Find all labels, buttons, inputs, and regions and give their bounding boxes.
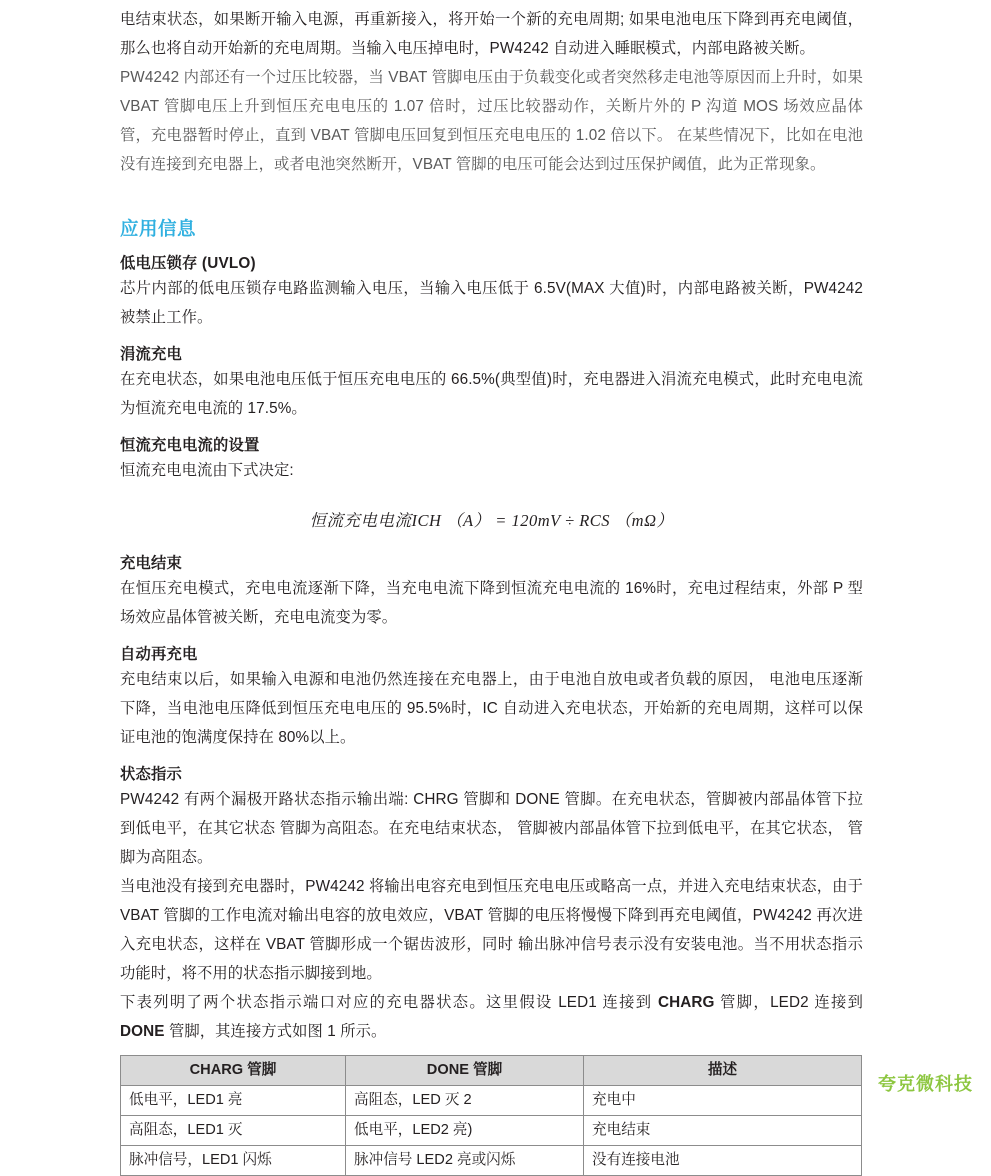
table-row: [121, 1116, 862, 1146]
intro-paragraph-2: PW4242 内部还有一个过压比较器，当 VBAT 管脚电压由于负载变化或者突然移走电池等原因而上升时，如果 VBAT 管脚电压上升到恒压充电电压的 1.07 倍时，过压比较器动作，关断片外的 P 沟道 MOS 场效应晶体管，充电器暂时停止，直到 VBAT 管脚电压回复到恒压充电电压的 1.02 倍以下。 在某些情况下，比如在电池没有连接到充电器上，或者电池突然断开，VBAT 管脚的电压可能会达到过压保护阈值，此为正常现象。: [120, 69, 863, 173]
table-cell-description: 充电中: [584, 1086, 862, 1116]
table-cell-done: 高阻态，LED 灭 2: [346, 1086, 584, 1116]
pin-name-done: DONE: [120, 1023, 165, 1040]
paragraph-uvlo: 芯片内部的低电压锁存电路监测输入电压，当输入电压低于 6.5V(MAX 大值)时，内部电路被关断，PW4242 被禁止工作。: [120, 280, 863, 326]
paragraph-cc-current-setting: 恒流充电电流由下式决定:: [120, 462, 294, 479]
status-indication-table: [120, 1055, 862, 1176]
table-header-charg: CHARG 管脚: [121, 1056, 346, 1086]
table-row: [121, 1146, 862, 1176]
subtitle-auto-recharge: 自动再充电: [120, 646, 198, 663]
intro-block: [120, 0, 863, 179]
subtitle-charge-end: 充电结束: [120, 555, 182, 572]
formula-charge-current: 恒流充电电流ICH （A） = 120mV ÷ RCS （mΩ）: [309, 511, 674, 530]
status-text-part-e: 管脚，其连接方式如图 1 所示。: [164, 1023, 387, 1040]
table-cell-description: 没有连接电池: [584, 1146, 862, 1176]
paragraph-status-indication-3: [120, 988, 863, 1046]
paragraph-charge-end: 在恒压充电模式，充电电流逐渐下降，当充电电流下降到恒流充电电流的 16%时，充电过程结束，外部 P 型场效应晶体管被关断，充电电流变为零。: [120, 580, 863, 626]
status-text-part-a: 下表列明了两个状态指示端口对应的充电器状态。这里假设 LED1 连接到: [120, 994, 658, 1011]
table-cell-charg: 高阻态，LED1 灭: [121, 1116, 346, 1146]
paragraph-status-indication-2: 当电池没有接到充电器时，PW4242 将输出电容充电到恒压充电电压或略高一点，并进入充电结束状态，由于 VBAT 管脚的工作电流对输出电容的放电效应，VBAT 管脚的电压将慢慢下降到再充电阈值，PW4242 再次进入充电状态，这样在 VBAT 管脚形成一个锯齿波形，同时 输出脉冲信号表示没有安装电池。当不用状态指示功能时，将不用的状态指示脚接到地。: [120, 878, 863, 982]
intro-paragraph-1: 电结束状态，如果断开输入电源，再重新接入，将开始一个新的充电周期; 如果电池电压下降到再充电阈值，那么也将自动开始新的充电周期。当输入电压掉电时，PW4242 自动进入睡眠模式，内部电路被关断。: [120, 11, 863, 57]
status-text-part-c: 管脚，LED2 连接到: [714, 994, 863, 1011]
section-title-application-info: 应用信息: [120, 218, 197, 239]
table-cell-charg: 低电平，LED1 亮: [121, 1086, 346, 1116]
table-header-row: [121, 1056, 862, 1086]
table-cell-charg: 脉冲信号，LED1 闪烁: [121, 1146, 346, 1176]
table-header-done: DONE 管脚: [346, 1056, 584, 1086]
paragraph-status-indication-1: PW4242 有两个漏极开路状态指示输出端: CHRG 管脚和 DONE 管脚。在充电状态，管脚被内部晶体管下拉到低电平，在其它状态 管脚为高阻态。在充电结束状态， 管脚被内部晶体管下拉到低电平，在其它状态， 管脚为高阻态。: [120, 791, 863, 866]
table-cell-description: 充电结束: [584, 1116, 862, 1146]
pin-name-charg: CHARG: [657, 994, 715, 1011]
table-cell-done: 低电平，LED2 亮): [346, 1116, 584, 1146]
table-header-description: 描述: [584, 1056, 862, 1086]
paragraph-auto-recharge: 充电结束以后，如果输入电源和电池仍然连接在充电器上，由于电池自放电或者负载的原因， 电池电压逐渐下降，当电池电压降低到恒压充电电压的 95.5%时，IC 自动进入充电状态，开始新的充电周期，这样可以保证电池的饱满度保持在 80%以上。: [120, 671, 863, 746]
watermark-logo: 夸克微科技: [878, 1074, 973, 1094]
subtitle-trickle-charge: 涓流充电: [120, 346, 182, 363]
subtitle-status-indication: 状态指示: [120, 766, 182, 783]
subtitle-uvlo: 低电压锁存 (UVLO): [120, 255, 256, 272]
paragraph-trickle-charge: 在充电状态，如果电池电压低于恒压充电电压的 66.5%(典型值)时，充电器进入涓流充电模式，此时充电电流为恒流充电电流的 17.5%。: [120, 371, 863, 417]
subtitle-cc-current-setting: 恒流充电电流的设置: [120, 437, 260, 454]
table-row: [121, 1086, 862, 1116]
table-cell-done: 脉冲信号 LED2 亮或闪烁: [346, 1146, 584, 1176]
